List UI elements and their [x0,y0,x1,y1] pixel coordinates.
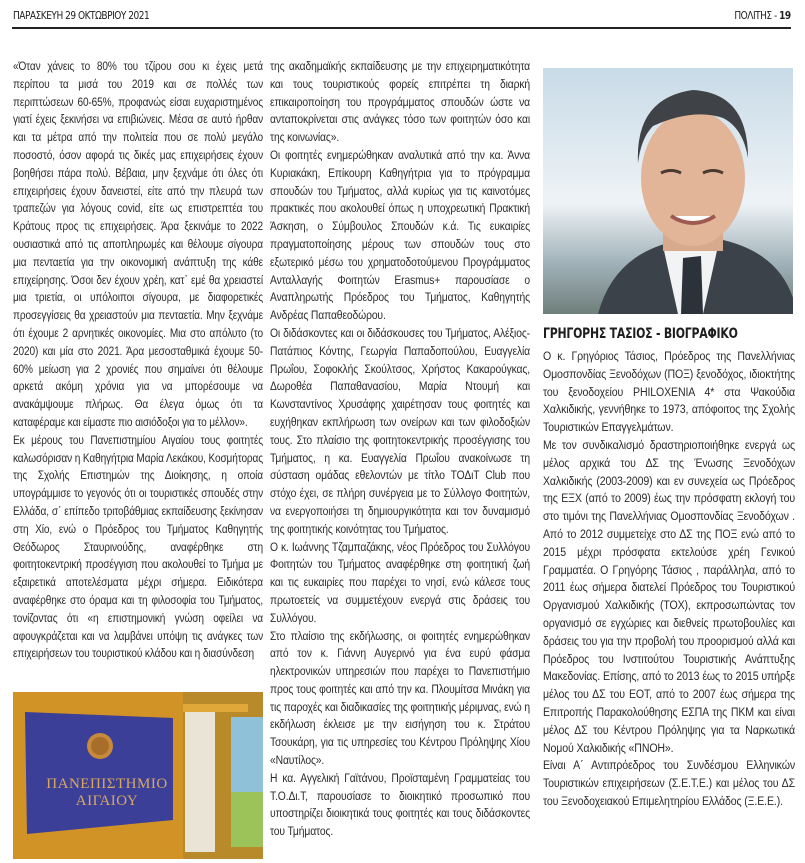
bio-paragraph: Με τον συνδικαλισμό δραστηριοποιήθηκε ενεργά ως μέλος αρχικά του ΔΣ της Ένωσης Ξενοδόχων Χαλκιδικής (2003-2009) και εν συνεχεία ως Πρόεδρος της ΕΞΧ (από το 2009) έως την πρόσφατη εκλογή του στο τιμόνι της Πανελλήνιας Ομοσπονδίας Ξενοδόχων . Από το 2012 συμμετείχε στο ΔΣ της ΠΟΞ ενώ από το 2015 μέχρι πρόσφατα εκτελούσε χρέη Γενικού Γραμματέα. Ο Γρηγόρης Τάσιος , παράλληλα, από το 2011 έως σήμερα διατελεί Πρόεδρος του Τουριστικού Οργανισμού Χαλκιδικής (ΤΟΧ), εκπροσωπώντας τον οργανισμό σε εγχώριες και διεθνείς πρωτοβουλίες και δράσεις του για την προβολή του προορισμού αλλά και Πρόεδρος του Ινστιτούτου Τουριστικής Ανάπτυξης Μακεδονίας. Επίσης, από το 2013 έως το 2015 υπήρξε μέλος του ΔΣ του ΕΟΤ, από το 2007 έως σήμερα της Επιτροπής Παρακολούθησης ΕΣΠΑ της ΠΚΜ και είναι μέλος ΔΣ του Κέντρου Πρόληψης για τα Ναρκωτικά Νομού Χαλκιδικής «ΠΝΟΗ». [543,437,795,755]
newspaper-page-label [735,9,791,22]
bio-paragraph: Ο κ. Γρηγόριος Τάσιος, Πρόεδρος της Πανελλήνιας Ομοσπονδίας Ξενοδόχων (ΠΟΞ) ξενοδόχος, ιδιοκτήτης του ξενοδοχείου PHILOXENIA 4* στα Ψακούδια Χαλκιδικής, γεννήθηκε το 1973, απόφοιτος της Σχολής Τουριστικών Επαγγελμάτων. [543,349,795,435]
article-paragraph: «Όταν χάνεις το 80% του τζίρου σου κι έχεις μετά περίπου τα μισά του 2019 και σε πολλές των περιπτώσεων 60-65%, προφανώς είσαι ευχαριστημένος γιατί έχεις ξεκινήσει να επιβιώνεις. Μέσα σε αυτό ήρθαν και τα μέτρα από την πολιτεία που σε πολύ μεγάλο ποσοστό, όσον αφορά τις δικές μας επιχειρήσεις έχουν βοηθήσει πάρα πολύ. Βέβαια, μην ξεχνάμε ότι όλες ότι επιχειρήσεις έχουν δανειστεί, είτε από την πλευρά των τραπεζών για λόγους covid, είτε ως επιστρεπτέα του Κράτους προς τις επιχειρήσεις. Άρα ξεκινάμε το 2022 ουσιαστικά από τις αποπληρωμές και θέλουμε σίγουρα μια πενταετία για την οικονομική ανάπτυξη της κάθε επιχείρησης. Όσοι δεν έχουν χρέη, κατ᾽ εμέ θα χρειαστεί μια τριετία, οι υπόλοιποι σίγουρα, με διαφορετικές προσεγγίσεις θα χρειαστούν μια πενταετία. Μην ξεχνάμε ότι έχουμε 2 αρνητικές οικονομίες. Μια στο απόλυτο (το 2020) και μία στο 2021. Άρα μεσοσταθμικά έχουμε 50-60% μείωση για 2 χρονιές που σημαίνει ότι θέλουμε αρκετά ακόμη χρόνια για να μπορέσουμε να ανακάμψουμε πλήρως. Θα έλεγα όμως ότι τα καταφέραμε και είμαστε πιο αισιόδοξοι για το μέλλον». [13,59,263,429]
portrait-photo [543,68,793,314]
article-paragraph: της ακαδημαϊκής εκπαίδευσης με την επιχειρηματικότητα και τους τουριστικούς φορείς επιτρέπει τη διαρκή επικαιροποίηση του προγράμματος σπουδών ώστε να ανταποκρίνεται στις ανάγκες τόσο των φοιτητών όσο και της κοινωνίας». [270,59,530,145]
newspaper-name: ΠΟΛΙΤΗΣ - [734,9,780,22]
sign-line: ΑΙΓΑΙΟΥ [75,793,139,809]
university-sign-photo [13,692,263,859]
article-paragraph: Οι διδάσκοντες και οι διδάσκουσες του Τμήματος, Αλέξιος-Πατάπιος Κόντης, Γεωργία Παπαδοπούλου, Ευαγγελία Πρωΐου, Σοφοκλής Σκούλτσος, Χρήστος Κακαρούγκας, Δωροθέα Παπαθανασίου, Μαρία Ντουμή και Κωνσταντίνος Χρυσάφης χαιρέτησαν τους φοιτητές και ευχήθηκαν εκπλήρωση των ονείρων και των φιλοδοξιών τους. Στο πλαίσιο της φοιτητοκεντρικής προσέγγισης του Τμήματος, η κα. Ευαγγελία Πρωΐου ανακοίνωσε τη σύσταση ομάδας εθελοντών με τίτλο ΤΟΔιΤ Club που στόχο έχει, σε πλήρη συνέργεια με το Σύλλογο Φοιτητών, να ενεργοποιήσει τη δημιουργικότητα και τον δυναμισμό της φοιτητικής κοινότητας του Τμήματος. [270,325,530,536]
article-column-1 [13,58,263,663]
article-paragraph: Οι φοιτητές ενημερώθηκαν αναλυτικά από την κα. Άννα Κυριακάκη, Επίκουρη Καθηγήτρια για το πρόγραμμα σπουδών του Τμήματος, αλλά κυρίως για τις καινοτόμες πρακτικές που ακολουθεί όπως η υποχρεωτική Πρακτική Άσκηση, ο Σύμβουλος Σπουδών κ.ά. Τις ευκαιρίες πραγματοποίησης μέρους των σπουδών τους στο εξωτερικό μέσω του χρηματοδοτούμενου Προγράμματος Ανταλλαγής Φοιτητών Erasmus+ παρουσίασε ο Αναπληρωτής Πρόεδρος του Τμήματος, Καθηγητής Ανδρέας Παπαθεοδώρου. [270,147,530,323]
issue-date: ΠΑΡΑΣΚΕΥΗ 29 ΟΚΤΩΒΡΙΟΥ 2021 [13,9,150,22]
portrait-image [543,68,793,314]
article-column-2 [270,58,530,841]
article-paragraph: Η κα. Αγγελική Γαϊτάνου, Προϊσταμένη Γραμματείας του Τ.Ο.Δι.Τ, παρουσίασε το διοικητικό προσωπικό που υποστηρίζει διοικητικά τους φοιτητές και τους διδάσκοντες του Τμήματος. [270,770,530,839]
article-paragraph: Εκ μέρους του Πανεπιστημίου Αιγαίου τους φοιτητές καλωσόρισαν η Καθηγήτρια Μαρία Λεκάκου, Κοσμήτορας της Σχολής Επιστημών της Διοίκησης, η οποία υπογράμμισε το γεγονός ότι οι τουριστικές σπουδές στην Ελλάδα, σ᾽ επίπεδο τριτοβάθμιας εκπαίδευσης ξεκίνησαν στη Χίο, ενώ ο Πρόεδρος του Τμήματος Καθηγητής Θεόδωρος Σταυρινούδης, αναφέρθηκε στη φοιτητοκεντρική προσέγγιση που ακολουθεί το Τμήμα με εξαιρετικά αποτελέσματα μέχρι σήμερα. Ειδικότερα αναφέρθηκε στο όραμα και τη φιλοσοφία του Τμήματος, τονίζοντας ότι «η επιστημονική γνώση οφείλει να αφουγκράζεται και να λαμβάνει υπόψη τις ανάγκες των επιχειρήσεων του τουριστικού κλάδου και η διασύνδεση [13,432,263,661]
header-rule [12,27,791,29]
article-paragraph: Ο κ. Ιωάννης Τζαμπαζάκης, νέος Πρόεδρος του Συλλόγου Φοιτητών του Τμήματος αναφέρθηκε στη φοιτητική ζωή και τις ευκαιρίες που παρέχει το νησί, ενώ κάλεσε τους πρωτοετείς να συμμετέχουν ενεργά στις δράσεις του Συλλόγου. [270,539,530,625]
sign-lettering [43,776,171,810]
bio-heading: ΓΡΗΓΟΡΗΣ ΤΑΣΙΟΣ - ΒΙΟΓΡΑΦΙΚΟ [543,326,738,342]
page-number: 19 [779,9,791,22]
article-paragraph: Στο πλαίσιο της εκδήλωσης, οι φοιτητές ενημερώθηκαν από τον κ. Γιάννη Αυγερινό για ένα ευρύ φάσμα ηλεκτρονικών υπηρεσιών που παρέχει το Πανεπιστήμιο προς τους φοιτητές και από την κα. Πλουμίτσα Μινάκη για τις παροχές και διαδικασίες της φοιτητικής μέριμνας, ενώ η εκδήλωση έκλεισε με την εισήγηση του κ. Στράτου Τσουκάρη, για τις υπηρεσίες του Κέντρου Πρόληψης Χίου «Ναυτίλος». [270,628,530,768]
bio-paragraph: Είναι Α΄ Αντιπρόεδρος του Συνδέσμου Ελληνικών Τουριστικών επιχειρήσεων (Σ.Ε.Τ.Ε.) και μέλος του ΔΣ του Ξενοδοχειακού Επιμελητηρίου Ελλάδος (Ξ.Ε.Ε.). [543,758,795,808]
bio-column [543,348,795,811]
sign-line: ΠΑΝΕΠΙΣΤΗΜΙΟ [46,776,168,792]
